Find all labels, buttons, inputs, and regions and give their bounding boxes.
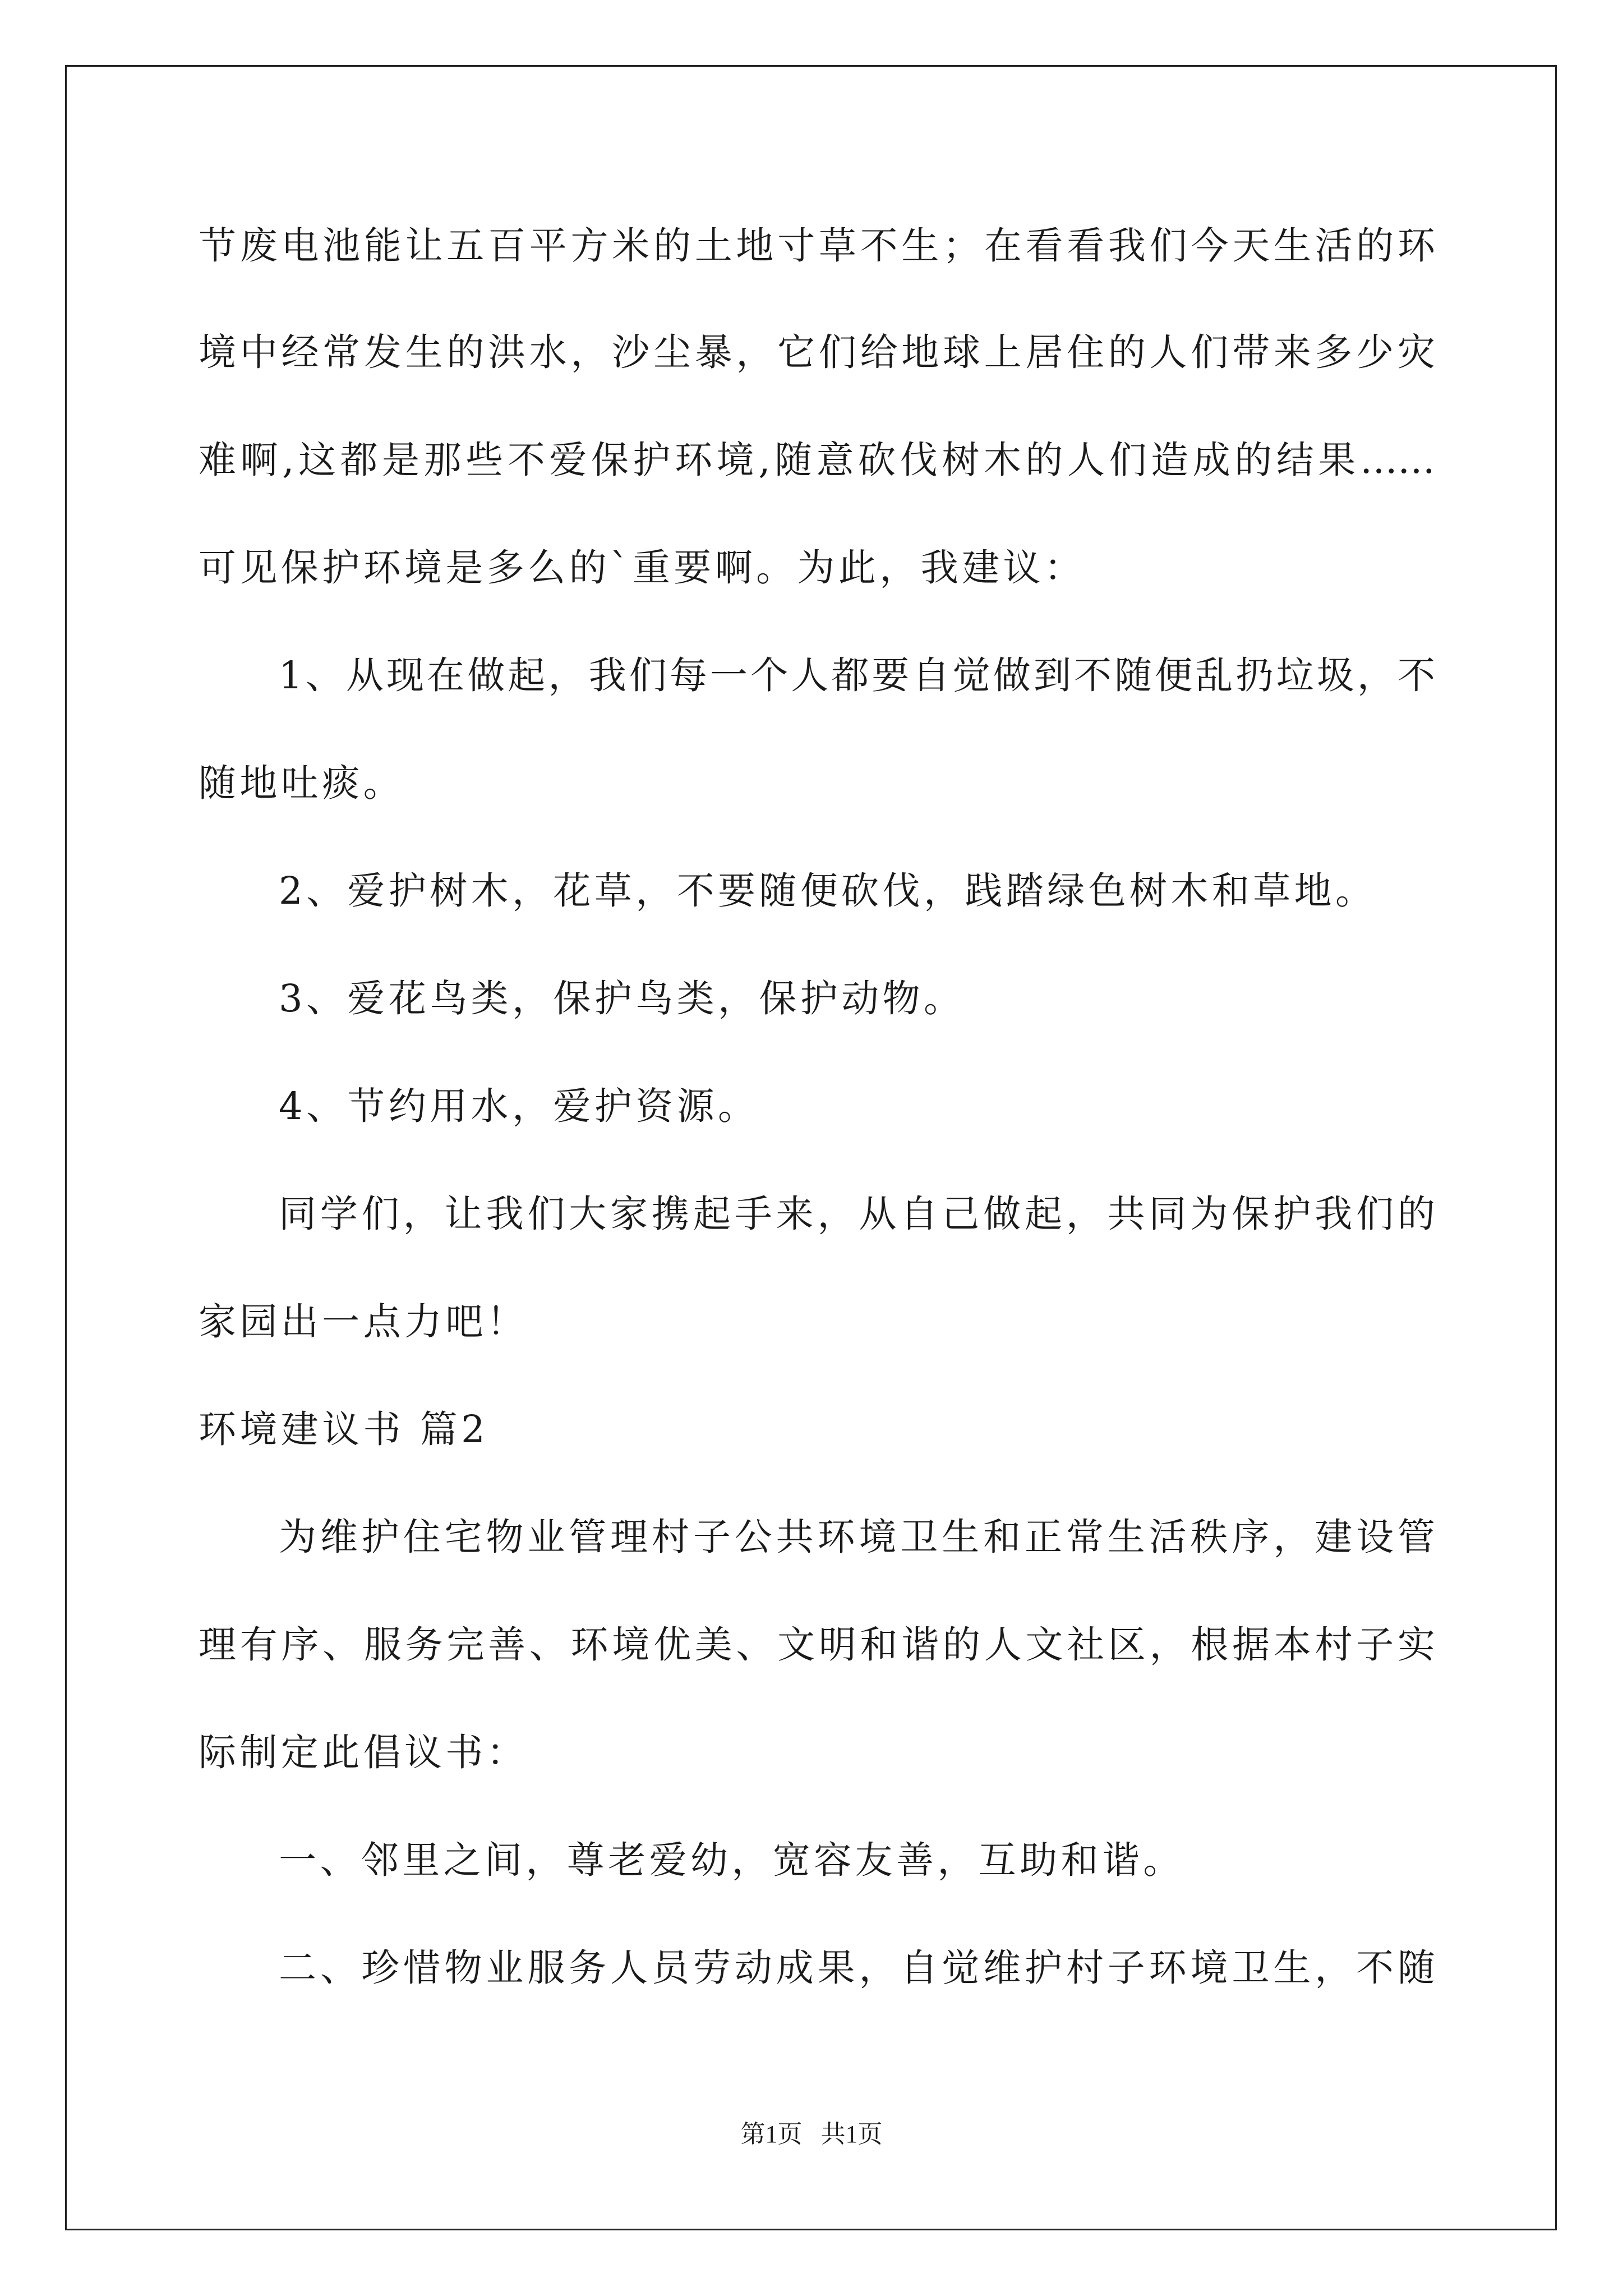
text-line: 难啊,这都是那些不爱保护环境,随意砍伐树木的人们造成的结果……	[199, 438, 1435, 482]
list-item: 1、从现在做起，我们每一个人都要自觉做到不随便乱扔垃圾，不	[279, 654, 1435, 697]
text-line: 际制定此倡议书：	[199, 1731, 528, 1774]
text-line: 节废电池能让五百平方米的土地寸草不生；在看看我们今天生活的环	[199, 224, 1435, 268]
paragraph-line: 同学们，让我们大家携起手来，从自己做起，共同为保护我们的	[279, 1192, 1435, 1236]
text-line: 理有序、服务完善、环境优美、文明和谐的人文社区，根据本村子实	[199, 1623, 1435, 1667]
list-item: 2、爱护树木，花草，不要随便砍伐，践踏绿色树木和草地。	[279, 869, 1377, 913]
list-item: 二、珍惜物业服务人员劳动成果，自觉维护村子环境卫生，不随	[279, 1946, 1435, 1990]
paragraph-line: 为维护住宅物业管理村子公共环境卫生和正常生活秩序，建设管	[279, 1515, 1435, 1559]
page-border	[65, 65, 1557, 2230]
text-line: 境中经常发生的洪水，沙尘暴，它们给地球上居住的人们带来多少灾	[199, 330, 1435, 374]
text-line: 随地吐痰。	[199, 761, 404, 805]
section-title: 环境建议书 篇2	[199, 1407, 489, 1451]
page-number: 第1页 共1页	[740, 2120, 883, 2148]
text-line: 家园出一点力吧！	[199, 1300, 528, 1343]
text-line: 可见保护环境是多么的`重要啊。为此，我建议：	[199, 546, 1086, 590]
list-item: 3、爱花鸟类，保护鸟类，保护动物。	[279, 977, 965, 1020]
list-item: 一、邻里之间，尊老爱幼，宽容友善，互助和谐。	[279, 1838, 1184, 1882]
list-item: 4、节约用水，爱护资源。	[279, 1084, 759, 1128]
